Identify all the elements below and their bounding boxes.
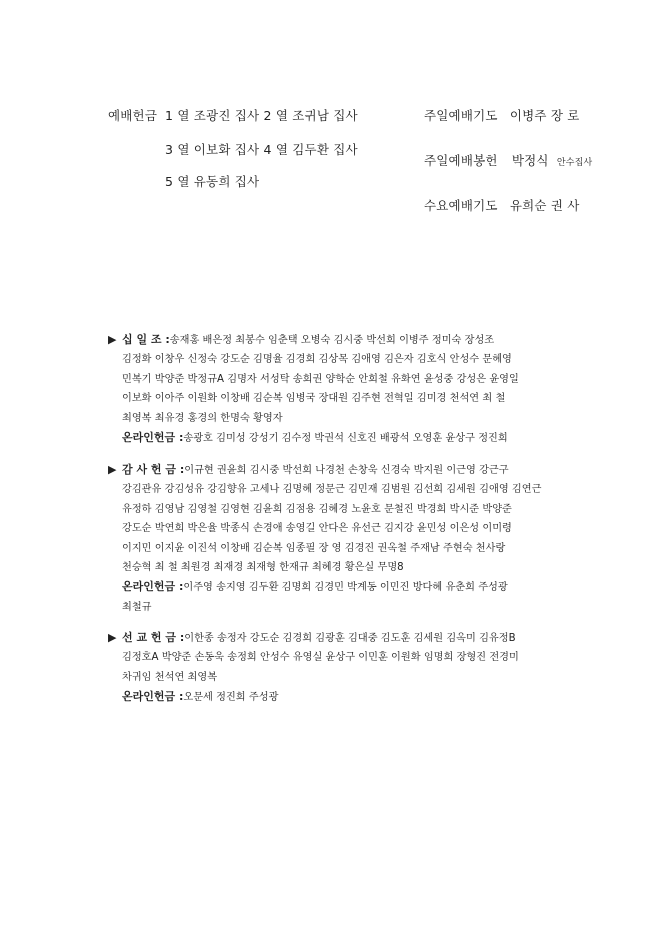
thanks-line-4: 강도순 박연희 박은율 박종식 손경애 송영길 안다은 유선근 김지강 윤민성 이은성 이미령 [122,523,512,535]
mission-online-label: 온라인헌금 : [122,690,184,704]
tithe-line-3: 민복기 박양준 박정규A 김명자 서성탁 송희권 양학순 안희철 유화연 윤성중 강성은 윤영일 [122,373,519,385]
tithe-online-label: 온라인헌금 : [122,431,184,445]
sunday-offering-title: 안수집사 [556,158,593,168]
thanks-line-1: 이규현 권윤희 김시중 박선희 나경천 손창욱 신경숙 박지원 이근영 강근구 [184,465,509,476]
sunday-prayer-name: 이병주 장 로 [509,108,580,123]
thanks-label: 감 사 헌 금 : [122,463,185,476]
tithe-line-4: 이보화 이아주 이원화 이창배 김순복 임병국 장대원 김주현 전혁일 김미경 천석연 최 철 [122,393,506,405]
wednesday-prayer [424,196,580,214]
mission-line-3: 차귀임 천석연 최영복 [122,671,218,683]
tithe-online-names: 송광호 김미성 강성기 김수정 박권석 신호진 배광석 오영훈 윤상구 정진희 [183,433,508,445]
tithe-section [108,330,568,448]
tithe-label: 십 일 조 : [122,333,170,346]
mission-label: 선 교 헌 금 : [122,631,185,644]
sunday-prayer [424,106,580,124]
mission-line-1: 이한종 송정자 강도순 김경희 김광훈 김대중 김도훈 김세원 김옥미 김유정B [184,633,516,644]
tithe-line-1: 송재홍 배은정 최봉수 임춘택 오병숙 김시중 박선희 이병주 정미숙 장성조 [169,335,495,346]
bullet-icon: ▶ [108,333,117,346]
wednesday-prayer-name: 유희순 권 사 [509,198,580,213]
offering-row-1: 1 열 조광진 집사 2 열 조귀남 집사 [165,108,358,123]
offering-row-2: 3 열 이보화 집사 4 열 김두환 집사 [165,142,358,157]
thanks-section [108,460,568,617]
thanks-line-3: 유정하 김영남 김영철 김영현 김윤희 김점용 김혜경 노윤호 문철진 박경희 박시준 박양준 [122,503,512,515]
sunday-prayer-label: 주일예배기도 [424,108,498,123]
wednesday-prayer-label: 수요예배기도 [424,198,498,213]
tithe-line-2: 김정화 이창우 신정숙 강도순 김명율 김경희 김상목 김애영 김은자 김호식 안성수 문혜영 [122,354,512,366]
bullet-icon: ▶ [108,463,117,476]
thanks-line-2: 강김관유 강김성유 강김향유 고세나 김명혜 정문근 김민재 김범원 김선희 김세원 김애영 김연근 [122,484,542,496]
mission-online-names: 오문세 정진희 주성광 [183,692,279,704]
tithe-line-5: 최영복 최유경 홍경의 한명숙 황영자 [122,412,283,424]
offering-header-label: 예배헌금 [108,108,158,123]
bullet-icon: ▶ [108,631,117,644]
mission-section [108,628,568,708]
thanks-line-6: 천승혁 최 철 최원경 최재경 최재형 한재규 최혜경 황은실 무명8 [122,562,404,574]
mission-line-2: 김정호A 박양준 손동욱 송정희 안성수 유영실 윤상구 이민훈 이원화 임명희 장형진 전경미 [122,652,519,664]
sunday-offering-label: 주일예배봉헌 [424,153,498,168]
sunday-offering-name: 박정식 [511,153,549,168]
sunday-offering [424,151,592,169]
offering-row-3: 5 열 유동희 집사 [165,174,260,189]
thanks-online-label: 온라인헌금 : [122,580,184,594]
thanks-online-line-1: 이주영 송지영 김두환 김명희 김경민 박계동 이민진 방다혜 유춘희 주성광 [183,582,508,594]
thanks-line-5: 이지민 이지윤 이진석 이창배 김순복 임종필 장 영 김경진 권옥철 주재남 주현숙 천사랑 [122,542,506,554]
thanks-online-line-2: 최철규 [122,601,152,613]
